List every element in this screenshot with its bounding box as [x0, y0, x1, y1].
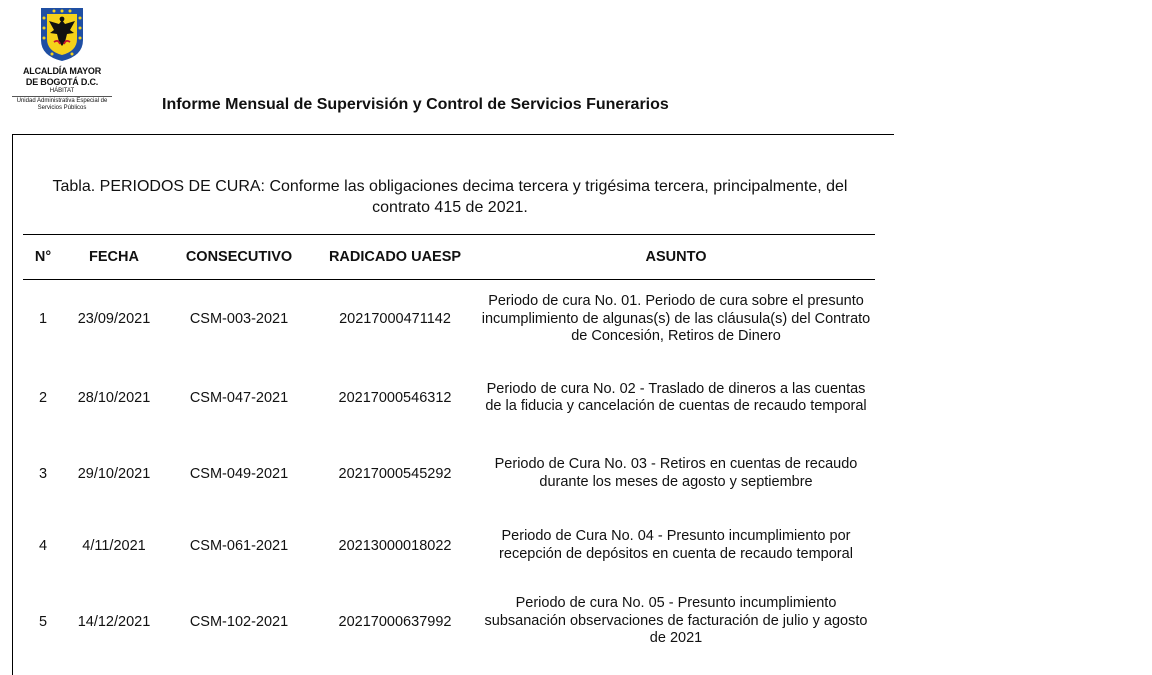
cell-radicado: 20217000637992 — [338, 613, 452, 630]
cell-fecha: 23/09/2021 — [77, 311, 151, 328]
cell-fecha: 29/10/2021 — [77, 465, 151, 482]
document-title: Informe Mensual de Supervisión y Control de Servicios Funerarios — [162, 96, 669, 113]
logo-text-line1: ALCALDÍA MAYOR — [22, 66, 102, 76]
cell-n: 1 — [38, 311, 48, 328]
cell-radicado: 20217000545292 — [338, 465, 452, 482]
cell-radicado: 20213000018022 — [338, 537, 452, 554]
cell-fecha: 4/11/2021 — [82, 537, 146, 554]
cell-consecutivo: CSM-047-2021 — [189, 390, 289, 406]
cell-asunto: Periodo de cura No. 01. Periodo de cura sobre el presunto incumplimiento de algunas(s) de las cláusula(s) del Contrato de Concesión, Retiros de Dinero — [481, 293, 871, 344]
logo-text-servicios: Servicios Públicos — [37, 105, 87, 111]
table-row — [23, 280, 875, 359]
cell-n: 2 — [38, 390, 48, 406]
cell-n: 5 — [38, 613, 48, 630]
cell-n: 3 — [38, 465, 48, 482]
column-header-radicado: RADICADO UAESP — [313, 235, 477, 280]
logo-text-line2: DE BOGOTÁ D.C. — [25, 77, 99, 87]
column-header-n: N° — [23, 235, 63, 280]
table-row — [23, 582, 875, 662]
column-header-consecutivo: CONSECUTIVO — [165, 235, 313, 280]
cell-consecutivo: CSM-003-2021 — [189, 311, 289, 328]
column-header-fecha: FECHA — [63, 235, 165, 280]
table-caption: Tabla. PERIODOS DE CURA: Conforme las obligaciones decima tercera y trigésima tercera, principalmente, del contrato 415 de 2021. — [52, 178, 848, 216]
cell-radicado: 20217000546312 — [338, 390, 452, 406]
cell-consecutivo: CSM-061-2021 — [189, 537, 289, 554]
cell-n: 4 — [38, 537, 48, 554]
cell-asunto: Periodo de cura No. 05 - Presunto incumplimiento subsanación observaciones de facturación de julio y agosto de 2021 — [484, 595, 868, 647]
table-row — [23, 359, 875, 438]
cell-fecha: 28/10/2021 — [77, 390, 151, 406]
periodos-de-cura-table — [23, 234, 875, 662]
column-header-asunto: ASUNTO — [477, 235, 875, 280]
table-row — [23, 438, 875, 510]
cell-consecutivo: CSM-049-2021 — [189, 465, 289, 482]
cell-asunto: Periodo de Cura No. 04 - Presunto incumplimiento por recepción de depósitos en cuenta de recaudo temporal — [499, 528, 853, 562]
logo-divider — [12, 96, 112, 97]
logo-text-habitat: HÁBITAT — [49, 88, 75, 94]
cell-asunto: Periodo de cura No. 02 - Traslado de dineros a las cuentas de la fiducia y cancelación de cuentas de recaudo temporal — [485, 380, 867, 414]
cell-consecutivo: CSM-102-2021 — [189, 613, 289, 630]
logo-text-unidad: Unidad Administrativa Especial de — [16, 98, 108, 104]
logo-block — [8, 6, 116, 112]
table-header-row — [23, 235, 875, 280]
cell-radicado: 20217000471142 — [339, 311, 451, 328]
cell-asunto: Periodo de Cura No. 03 - Retiros en cuentas de recaudo durante los meses de agosto y septiembre — [494, 456, 858, 490]
bogota-coat-of-arms-icon — [39, 6, 85, 62]
cell-fecha: 14/12/2021 — [77, 613, 151, 630]
table-row — [23, 510, 875, 582]
